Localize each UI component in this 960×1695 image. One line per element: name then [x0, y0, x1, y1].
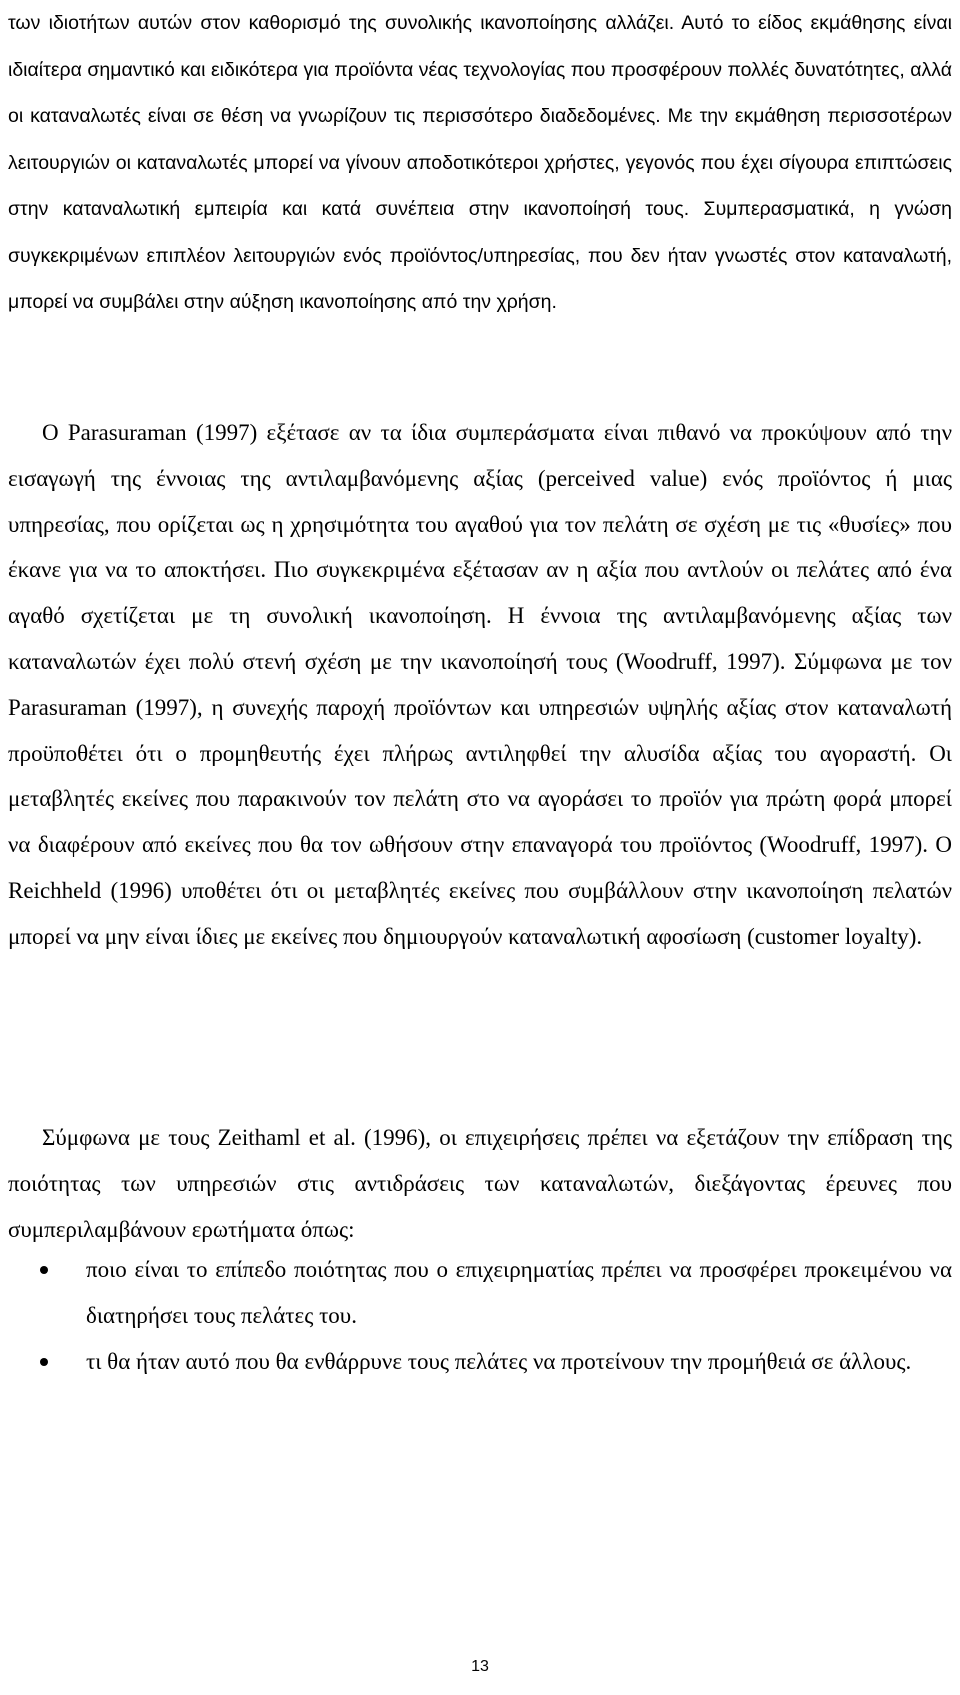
paragraph-learning-functions: των ιδιοτήτων αυτών στον καθορισμό της συνολικής ικανοποίησης αλλάζει. Αυτό το είδος εκμάθησης είναι ιδιαίτερα σημαντικό και ειδικότερα για προϊόντα νέας τεχνολογίας που προσφέρουν πολλές δυνατότητες, αλλά οι καταναλωτές είναι σε θέση να γνωρίζουν τις περισσότερο διαδεδομένες. Με την εκμάθηση περισσοτέρων λειτουργιών οι καταναλωτές μπορεί να γίνουν αποδοτικότεροι χρήστες, γεγονός που έχει σίγουρα επιπτώσεις στην καταναλωτική εμπειρία και κατά συνέπεια στην ικανοποίησή τους. Συμπερασματικά, η γνώση συγκεκριμένων επιπλέον λειτουργιών ενός προϊόντος/υπηρεσίας, που δεν ήταν γνωστές στον καταναλωτή, μπορεί να συμβάλει στην αύξηση ικανοποίησης από την χρήση. [8, 12, 952, 313]
bullet-item-recommendation [0, 1339, 960, 1385]
paragraph-zeithaml-research: Σύμφωνα με τους Zeithaml et al. (1996), οι επιχειρήσεις πρέπει να εξετάζουν την επίδραση της ποιότητας των υπηρεσιών στις αντιδράσεις των καταναλωτών, διεξάγοντας έρευνες που συμπεριλαμβάνουν ερωτήματα όπως: [8, 1125, 952, 1242]
questions-bullet-list [0, 1247, 960, 1384]
bullet-item-text: τι θα ήταν αυτό που θα ενθάρρυνε τους πελάτες να προτείνουν την προμήθειά σε άλλους. [86, 1348, 912, 1374]
bullet-item-quality-level [0, 1247, 960, 1339]
bullet-dot-icon [40, 1266, 48, 1274]
paragraph-perceived-value: Ο Parasuraman (1997) εξέτασε αν τα ίδια συμπεράσματα είναι πιθανό να προκύψουν από την εισαγωγή της έννοιας της αντιλαμβανόμενης αξίας (perceived value) ενός προϊόντος ή μιας υπηρεσίας, που ορίζεται ως η χρησιμότητα του αγαθού για τον πελάτη σε σχέση με τις «θυσίες» που έκανε για να το αποκτήσει. Πιο συγκεκριμένα εξέτασαν αν η αξία που αντλούν οι πελάτες από ένα αγαθό σχετίζεται με τη συνολική ικανοποίηση. Η έννοια της αντιλαμβανόμενης αξίας των καταναλωτών έχει πολύ στενή σχέση με την ικανοποίησή τους (Woodruff, 1997). Σύμφωνα με τον Parasuraman (1997), η συνεχής παροχή προϊόντων και υπηρεσιών υψηλής αξίας στον καταναλωτή προϋποθέτει ότι ο προμηθευτής έχει πλήρως αντιληφθεί την αλυσίδα αξίας του αγοραστή. Οι μεταβλητές εκείνες που παρακινούν τον πελάτη στο να αγοράσει το προϊόν για πρώτη φορά μπορεί να διαφέρουν από εκείνες που θα τον ωθήσουν στην επαναγορά του προϊόντος (Woodruff, 1997). Ο Reichheld (1996) υποθέτει ότι οι μεταβλητές εκείνες που συμβάλλουν στην ικανοποίηση πελατών μπορεί να μην είναι ίδιες με εκείνες που δημιουργούν καταναλωτική αφοσίωση (customer loyalty). [8, 420, 952, 949]
bullet-dot-icon [40, 1358, 48, 1366]
bullet-item-text: ποιο είναι το επίπεδο ποιότητας που ο επιχειρηματίας πρέπει να προσφέρει προκειμένου να διατηρήσει τους πελάτες του. [86, 1257, 952, 1328]
page-number: 13 [471, 1658, 489, 1675]
